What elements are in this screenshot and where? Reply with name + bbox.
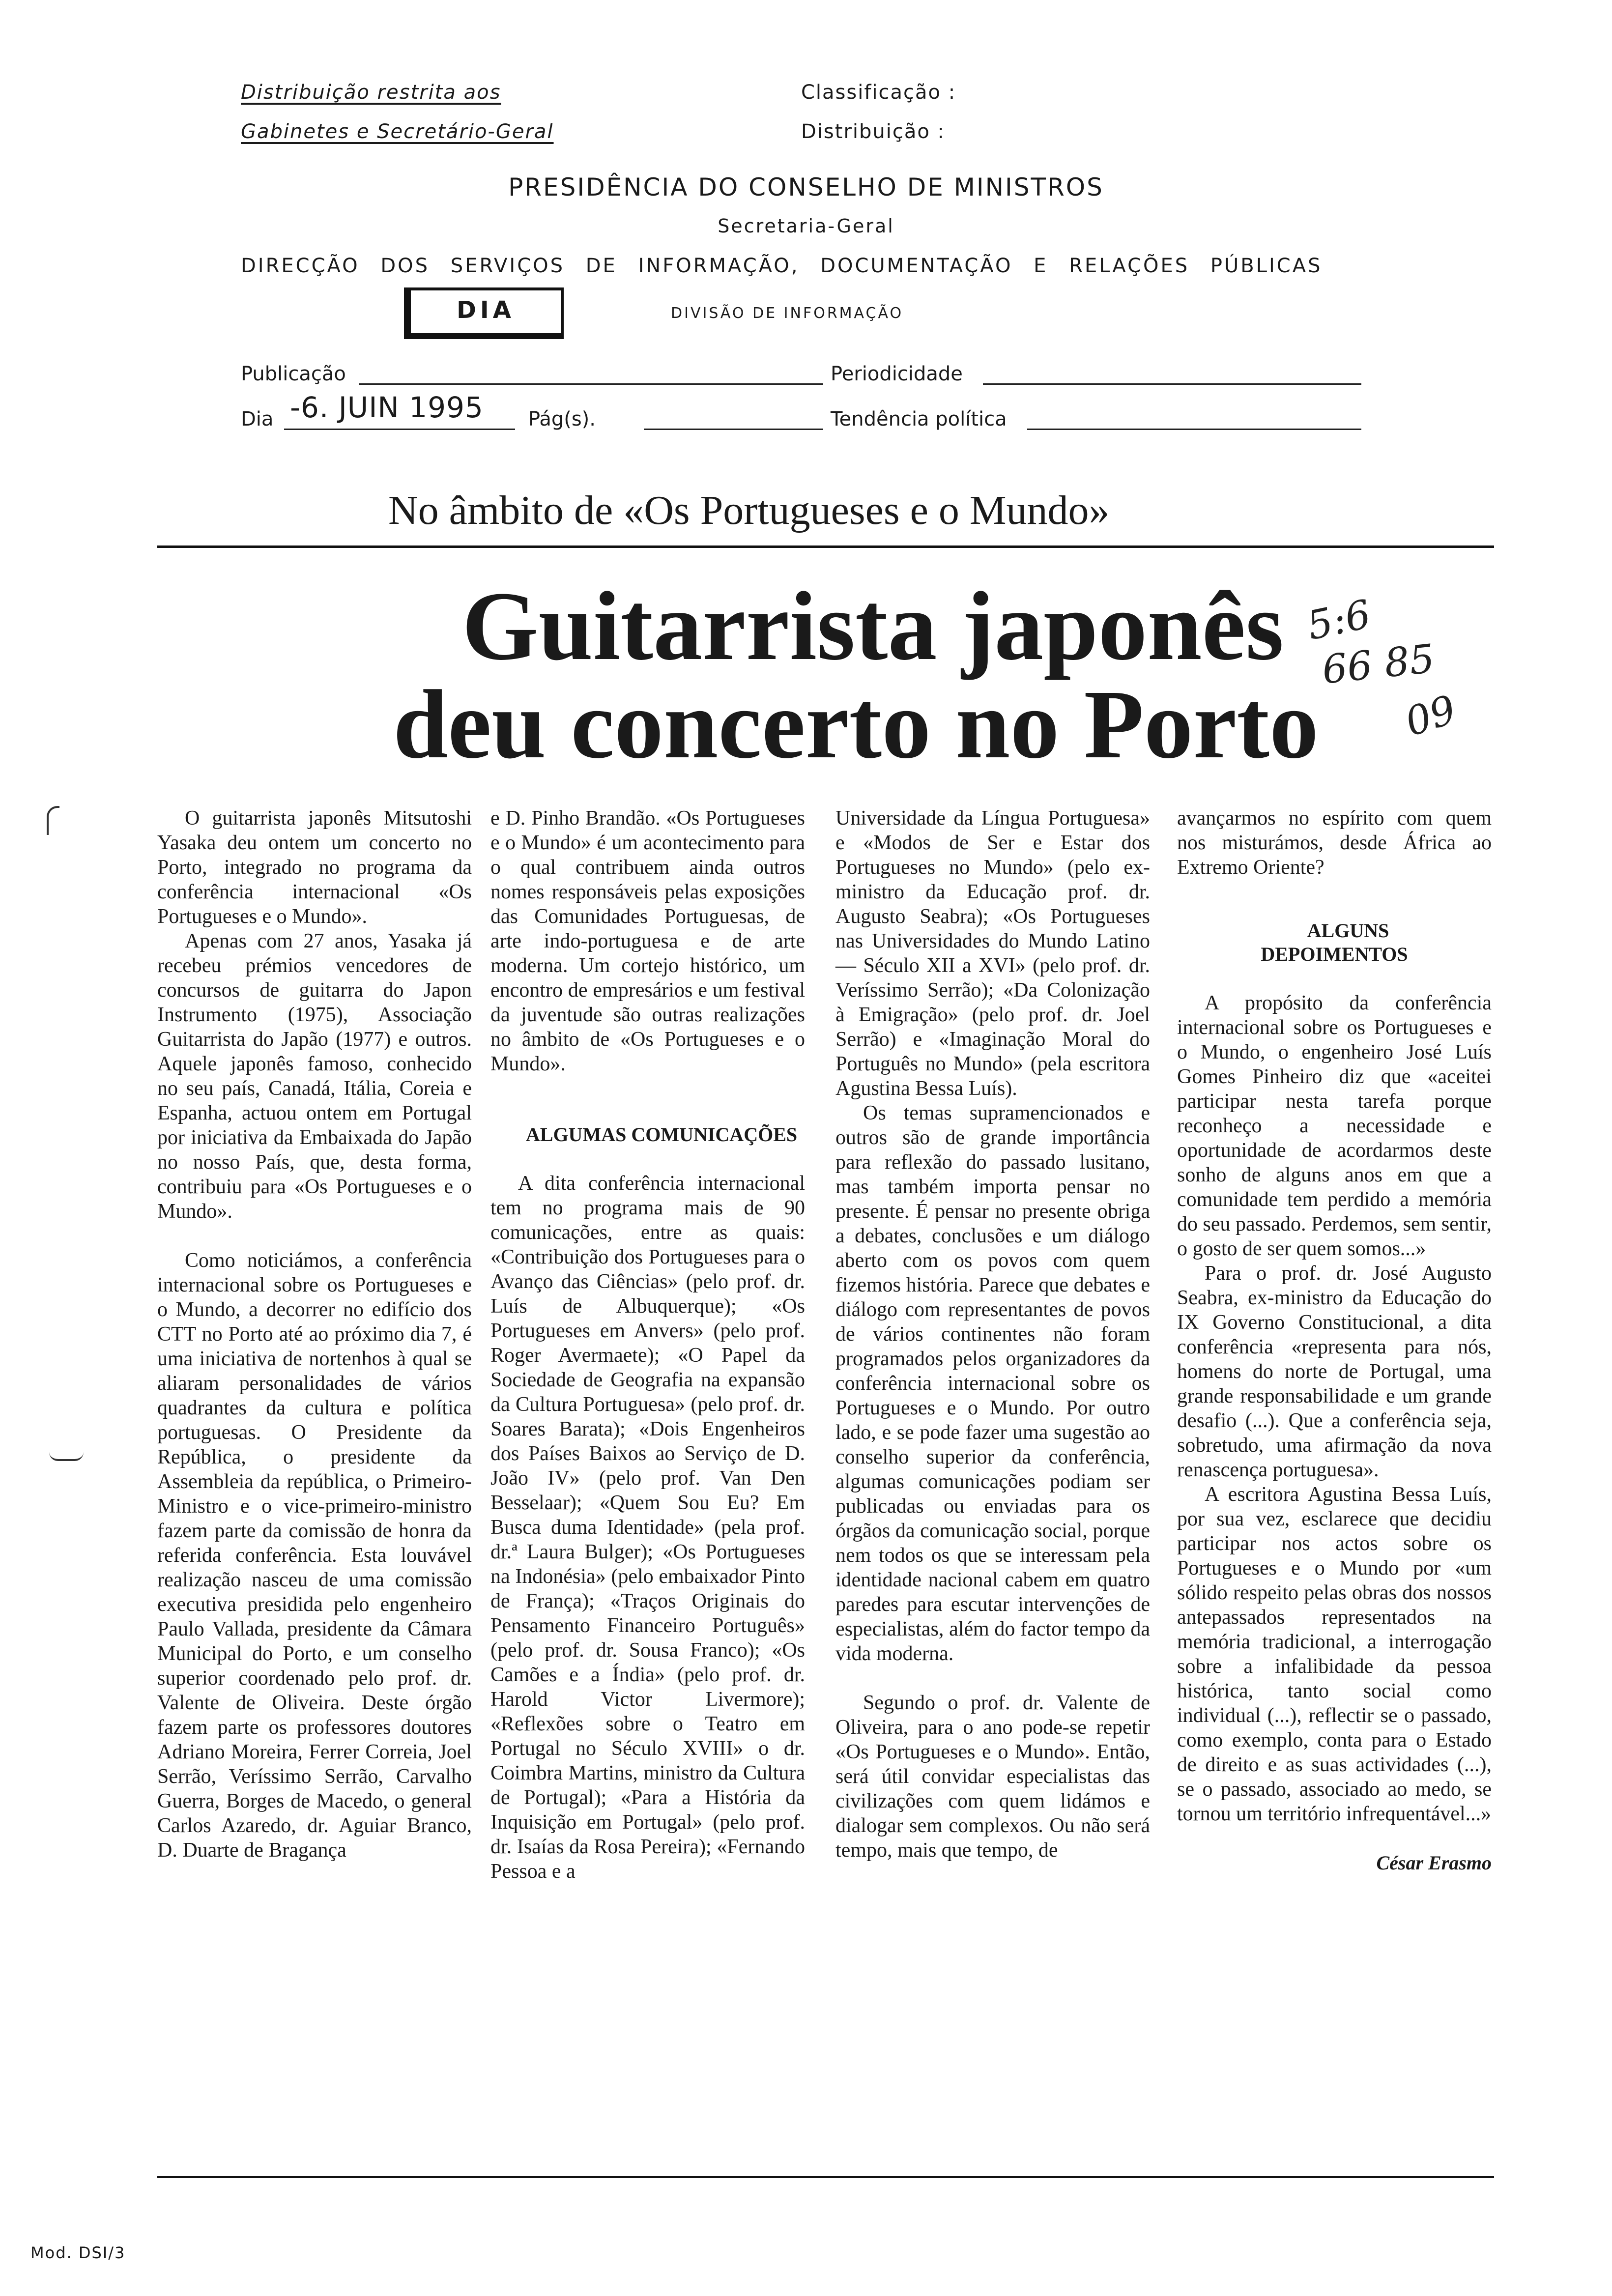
pages-label: Pág(s).	[528, 408, 596, 430]
distribution-label: Distribuição :	[801, 120, 946, 143]
form-code: Mod. DSI/3	[30, 2243, 126, 2262]
col4-paragraph: A propósito da conferência internacional sobre os Portugueses e o Mundo, o engenheiro José Luís Gomes Pinheiro diz que «aceitei participar nesta tarefa porque reconheço a necessidade e oportunidade de acordarmos deste sonho de alguns anos em que a comunidade tem perdido a memória do seu passado. Perdemos, sem sentir, o gosto de ser quem somos...»	[1177, 992, 1492, 1260]
col4-paragraph: Para o prof. dr. José Augusto Seabra, ex-ministro da Educação do IX Governo Constitucional, a dita conferência «representa para nós, homens do norte de Portugal, uma grande responsabilidade e um grande desafio (...). Que a conferência seja, sobretudo, uma afirmação da nova renascença portuguesa».	[1177, 1262, 1492, 1481]
article-column-3	[835, 806, 1150, 1863]
subhead-algumas-comunicacoes: ALGUMAS COMUNICAÇÕES	[525, 1123, 798, 1146]
political-tendency-label: Tendência política	[831, 408, 1007, 430]
publication-line	[359, 383, 823, 385]
handwritten-annotation-3: 09	[1400, 686, 1462, 746]
org-name: PRESIDÊNCIA DO CONSELHO DE MINISTROS	[508, 173, 1104, 201]
article-column-2	[490, 806, 805, 1884]
col4-paragraph: A escritora Agustina Bessa Luís, por sua vez, esclarece que decidiu participar nos actos sobre os Portugueses e o Mundo por «um sólido respeito pelas obras dos nossos antepassados representados na memória tradicional, a interrogação sobre a infalibidade da pessoa histórica, tanto social como individual (...), reflectir se o passado, como exemplo, conta para o Estado de direito e as suas actividades (...), se o passado, associado ao medo, se tornou um território infrequentável...»	[1177, 1483, 1492, 1825]
distribution-restriction-line1: Distribuição restrita aos	[241, 81, 501, 104]
periodicity-label: Periodicidade	[831, 363, 963, 385]
col1-paragraph: Apenas com 27 anos, Yasaka já recebeu prémios vencedores de concursos de guitarra do Japon Instrumento (1975), Associação Guitarrista do Japão (1977) e outros. Aquele japonês famoso, conhecido no seu país, Canadá, Itália, Coreia e Espanha, actuou ontem em Portugal por iniciativa da Embaixada do Japão no nosso País, que, desta forma, contribuiu para «Os Portugueses e o Mundo».	[157, 930, 472, 1223]
headline-line2: deu concerto no Porto	[393, 670, 1319, 779]
day-line	[284, 429, 515, 430]
day-label: Dia	[241, 408, 274, 430]
article-column-4	[1177, 806, 1492, 1875]
col3-paragraph: Segundo o prof. dr. Valente de Oliveira, para o ano pode-se repetir «Os Portugueses e o Mundo». Então, será útil convidar especialistas das civilizações com quem lidámos e dialogar sem complexos. Ou não será tempo, mais que tempo, de	[835, 1692, 1150, 1862]
dia-stamp	[404, 287, 564, 339]
col3-paragraph: Os temas supramencionados e outros são de grande importância para reflexão do passado lusitano, mas também importa pensar no presente. É pensar no presente obriga a debates, conclusões e um diálogo aberto com os povos com quem fizemos história. Parece que debates e diálogo com representantes de povos de vários continentes não foram programados pelos organizadores da conferência internacional sobre os Portugueses e o Mundo. Por outro lado, e se pode fazer uma sugestão ao conselho superior da conferência, algumas comunicações podiam ser publicadas ou enviadas para os órgãos da comunicação social, porque nem todos os que se interessam pela identidade nacional cabem em quatro paredes para escutar intervenções de especialistas, além do factor tempo da vida moderna.	[835, 1102, 1150, 1665]
periodicity-line	[983, 383, 1361, 385]
byline: César Erasmo	[1376, 1852, 1492, 1874]
handwritten-annotation-1: 5:6	[1303, 591, 1375, 649]
pages-line	[644, 429, 823, 430]
subhead-alguns-depoimentos: ALGUNS DEPOIMENTOS	[1261, 919, 1408, 965]
dia-stamp-text: DIA	[457, 296, 515, 324]
headline-line1: Guitarrista japonês	[462, 572, 1284, 681]
handwritten-annotation-2: 66 85	[1320, 635, 1437, 693]
col1-paragraph: Como noticiámos, a conferência internacional sobre os Portugueses e o Mundo, a decorrer no edifício dos CTT no Porto até ao próximo dia 7, é uma iniciativa de nortenhos à qual se aliaram personalidades de vários quadrantes da cultura e política portuguesas. O Presidente da República, o presidente da Assembleia da república, o Primeiro-Ministro e o vice-primeiro-ministro fazem parte da comissão de honra da referida conferência. Esta louvável realização nasceu de uma comissão executiva presidida pelo engenheiro Paulo Vallada, presidente da Câmara Municipal do Porto, e um conselho superior coordenado pelo prof. dr. Valente de Oliveira. Deste órgão fazem parte os professores doutores Adriano Moreira, Ferrer Correia, Joel Serrão, Veríssimo Serrão, Carvalho Guerra, Borges de Macedo, o general Carlos Azaredo, dr. Aguiar Branco, D. Duarte de Bragança	[157, 1249, 472, 1862]
article-kicker: No âmbito de «Os Portugueses e o Mundo»	[388, 488, 1110, 533]
political-tendency-line	[1027, 429, 1361, 430]
col3-paragraph: Universidade da Língua Portuguesa» e «Modos de Ser e Estar dos Portugueses no Mundo» (pelo ex-ministro da Educação prof. dr. Augusto Seabra); «Os Portugueses nas Universidades do Mundo Latino — Século XII a XVI» (pelo prof. dr. Veríssimo Serrão); «Da Colonização à Emigração» (pelo prof. dr. Joel Serrão) e «Imaginação Moral do Português no Mundo» (pela escritora Agustina Bessa Luís).	[835, 807, 1150, 1100]
margin-mark-bottom	[49, 1452, 84, 1461]
date-stamp: -6. JUIN 1995	[290, 391, 484, 424]
bottom-rule	[157, 2176, 1494, 2178]
article-column-1	[157, 806, 472, 1863]
division-label: DIVISÃO DE INFORMAÇÃO	[671, 305, 904, 322]
col4-paragraph: avançarmos no espírito com quem nos misturámos, desde África ao Extremo Oriente?	[1177, 807, 1492, 879]
directorate-line: DIRECÇÃO DOS SERVIÇOS DE INFORMAÇÃO, DOCUMENTAÇÃO E RELAÇÕES PÚBLICAS	[241, 255, 1323, 277]
org-sub: Secretaria-Geral	[718, 215, 894, 237]
publication-label: Publicação	[241, 363, 346, 385]
col1-paragraph: O guitarrista japonês Mitsutoshi Yasaka deu ontem um concerto no Porto, integrado no programa da conferência internacional «Os Portugueses e o Mundo».	[157, 807, 472, 928]
margin-mark-top	[47, 806, 59, 835]
col2-paragraph: A dita conferência internacional tem no programa mais de 90 comunicações, entre as quais: «Contribuição dos Portugueses para o Avanço das Ciências» (pelo prof. dr. Luís de Albuquerque); «Os Portugueses em Anvers» (pelo prof. Roger Avermaete); «O Papel da Sociedade de Geografia na expansão da Cultura Portuguesa» (pelo prof. dr. Soares Barata); «Dois Engenheiros dos Países Baixos ao Serviço de D. João IV» (pelo prof. Van Den Besselaar); «Quem Sou Eu? Em Busca duma Identidade» (pela prof. dr.ª Laura Bulger); «Os Portugueses na Indonésia» (pelo embaixador Pinto de França); «Traços Originais do Pensamento Financeiro Português» (pelo prof. dr. Sousa Franco); «Os Camões e a Índia» (pelo prof. dr. Harold Victor Livermore); «Reflexões sobre o Teatro em Portugal no Século XVIII» o dr. Coimbra Martins, ministro da Cultura de Portugal); «Para a História da Inquisição em Portugal» (pelo prof. dr. Isaías da Rosa Pereira); «Fernando Pessoa e a	[490, 1172, 805, 1883]
distribution-restriction-line2: Gabinetes e Secretário-Geral	[241, 120, 554, 143]
classification-label: Classificação :	[801, 81, 956, 104]
kicker-rule	[157, 545, 1494, 548]
col2-paragraph: e D. Pinho Brandão. «Os Portugueses e o Mundo» é um acontecimento para o qual contribuem ainda outros nomes responsáveis pelas exposições das Comunidades Portuguesas, de arte indo-portuguesa e de arte moderna. Um cortejo histórico, um encontro de empresários e um festival da juventude são outras realizações no âmbito de «Os Portugueses e o Mundo».	[490, 807, 805, 1075]
